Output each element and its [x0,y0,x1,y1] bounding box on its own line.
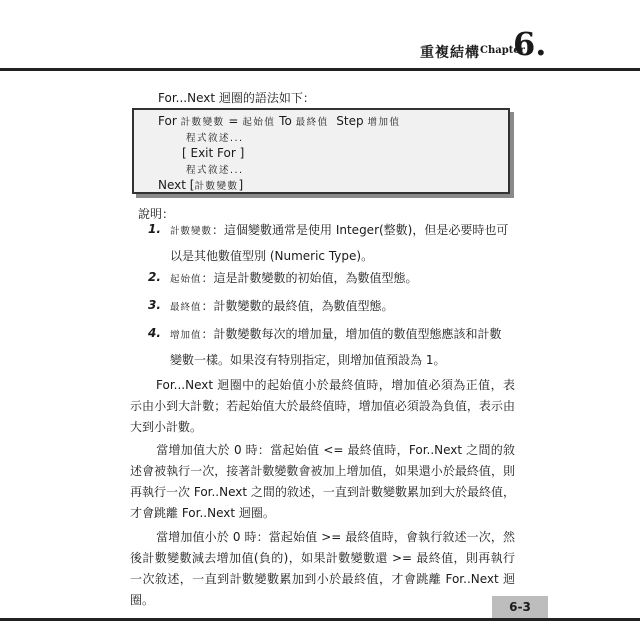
item-number: 2. [148,270,161,284]
item-body [170,322,510,372]
footer-rule [0,618,640,621]
counter-var: 計數變數 [194,181,239,192]
item-number: 1. [148,222,161,236]
description-heading: 說明： [138,207,175,221]
item-text: ：這是計數變數的初始值，為數值型態。 [201,271,418,285]
item-number: 3. [148,298,161,312]
item-term: 起始值 [170,274,202,285]
chapter-number: 6. [513,25,547,63]
next-keyword: Next [ [158,178,195,192]
item-text: 變數一樣。如果沒有特別指定，則增加值預設為 1。 [170,353,446,367]
step-keyword: Step [336,114,364,128]
equals-sign: = [228,114,239,128]
item-text: ：這個變數通常是使用 Integer(整數)，但是必要時也可 [212,223,509,237]
paragraph-text: For...Next 迴圈中的起始值小於最終值時，增加值必須為正值，表示由小到大計數；若起始值大於最終值時，增加值必須設為負值，表示由大到小計數。 [130,378,515,434]
statement-placeholder: 程式敘述... [186,133,244,144]
item-text: 以是其他數值型別 (Numeric Type)。 [170,249,374,263]
counter-var: 計數變數 [180,117,225,128]
for-keyword: For [158,114,177,128]
header-rule [0,68,640,71]
syntax-line-2 [186,130,244,144]
chapter-title: 重複結構 [420,45,480,61]
item-text: ：計數變數的最終值，為數值型態。 [201,299,394,313]
item-term: 計數變數 [170,226,213,237]
paragraph-text: 當增加值小於 0 時：當起始值 >= 最終值時，會執行敘述一次，然後計數變數減去增加值(負的)，如果計數變數還 >= 最終值，則再執行一次敘述，一直到計數變數累加到小於最終值，才會跳離 For..Next 迴圈。 [130,530,515,607]
bracket-close: ] [238,178,244,192]
syntax-line-5 [158,178,243,192]
syntax-box [132,108,510,194]
body-paragraph [130,440,515,524]
item-term: 增加值 [170,330,202,341]
page-header [0,25,640,68]
item-body [170,218,510,268]
item-body [170,266,510,292]
body-paragraph [130,527,515,611]
syntax-line-1 [158,114,400,128]
page-number: 6-3 [509,600,531,614]
start-value: 起始值 [242,117,276,128]
increment-value: 增加值 [367,117,401,128]
item-body [170,294,510,320]
page-number-tab [492,596,548,618]
item-number: 4. [148,326,161,340]
intro-text: For...Next 迴圈的語法如下： [158,91,315,105]
statement-placeholder: 程式敘述... [186,165,244,176]
end-value: 最終值 [295,117,329,128]
item-text: ：計數變數每次的增加量，增加值的數值型態應該和計數 [201,327,502,341]
paragraph-text: 當增加值大於 0 時：當起始值 <= 最終值時，For..Next 之間的敘述會被執行一次，接著計數變數會被加上增加值，如果還小於最終值，則再執行一次 For..Next 之間的敘述，一直到計數變數累加到大於最終值，才會跳離 For..Next 迴圈。 [130,443,515,520]
to-keyword: To [279,114,292,128]
item-term: 最終值 [170,302,202,313]
body-paragraph [130,375,515,438]
chapter-label: Chapter [480,45,525,56]
syntax-line-3: [ Exit For ] [182,146,245,160]
syntax-line-4 [186,162,244,176]
